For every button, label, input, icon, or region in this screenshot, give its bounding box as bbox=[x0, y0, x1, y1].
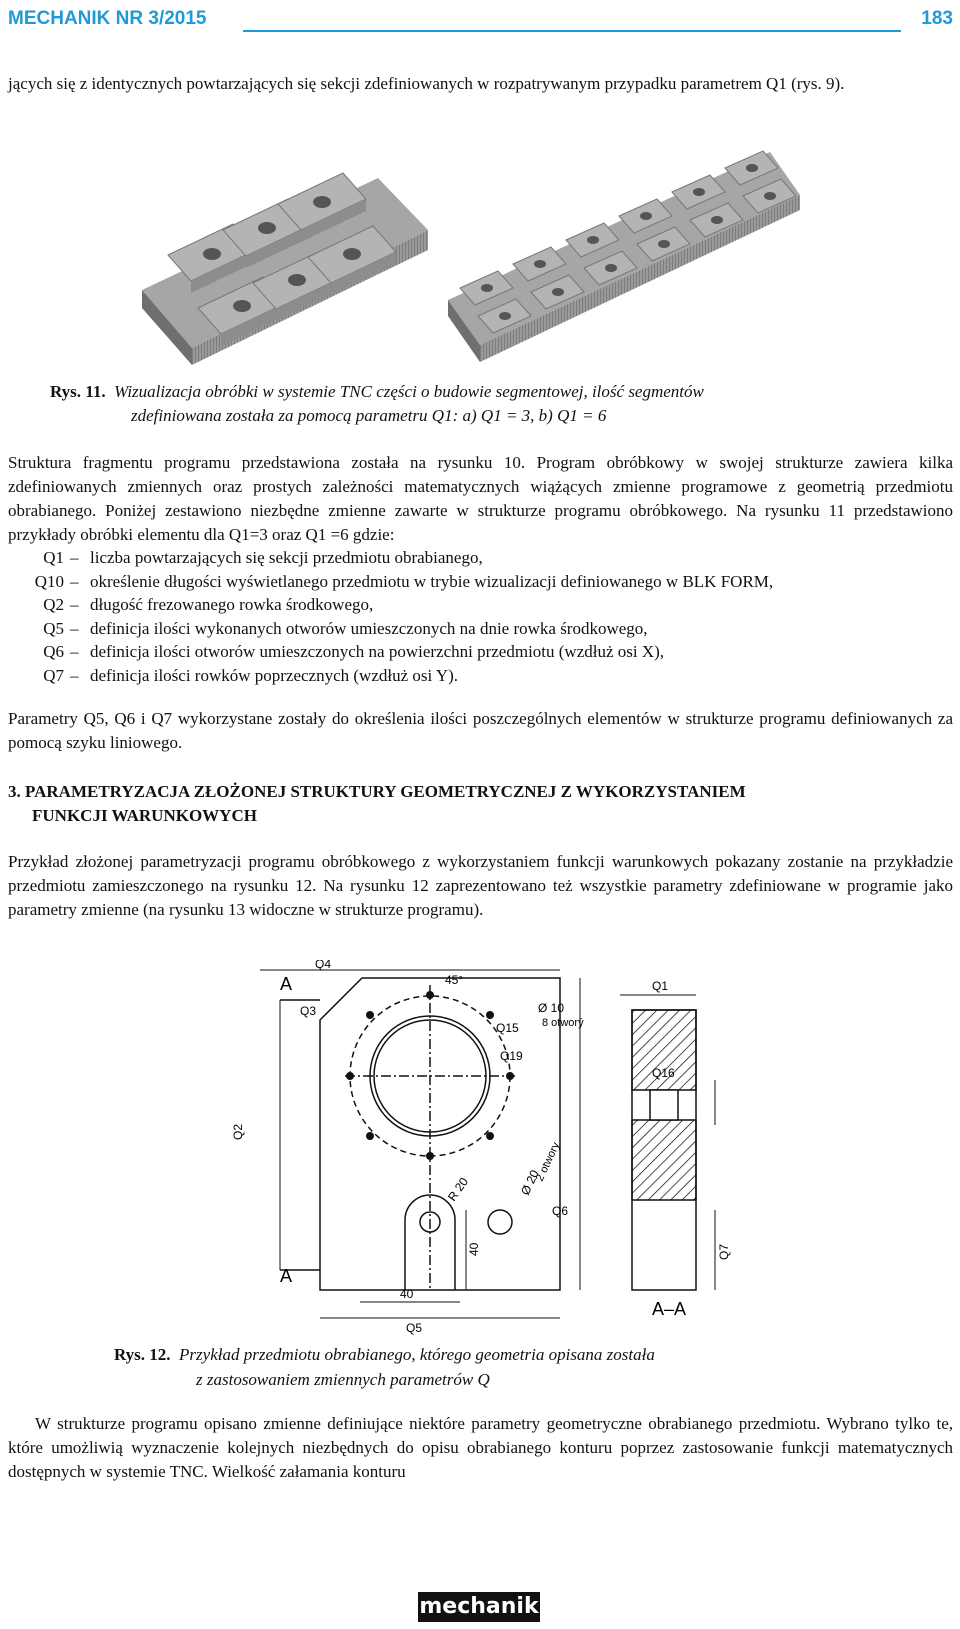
label-a-bottom: A bbox=[280, 1266, 293, 1286]
mechanik-logo: mechanik bbox=[418, 1592, 540, 1622]
label-q2: Q2 bbox=[231, 1123, 245, 1140]
label-q5: Q5 bbox=[406, 1321, 423, 1335]
caption-fig12 bbox=[114, 1343, 655, 1367]
page-header bbox=[8, 4, 953, 34]
paragraph-intro: jących się z identycznych powtarzających się sekcji zdefiniowanych w rozpatrywanym przypadku parametrem Q1 (rys. 9). bbox=[8, 74, 845, 93]
label-section: A–A bbox=[652, 1299, 687, 1319]
label-q1: Q1 bbox=[652, 979, 669, 993]
caption-fig12-cont bbox=[196, 1368, 490, 1392]
label-a-top: A bbox=[280, 974, 293, 994]
def-key: Q2 bbox=[43, 595, 64, 614]
def-key: Q7 bbox=[43, 665, 64, 685]
def-dash: – bbox=[70, 665, 79, 685]
paragraph-example: Przykład złożonej parametryzacji programu obróbkowego z wykorzystaniem funkcji warunkowych pokazany zostanie na przykładzie przedmiotu zamieszczonego na rysunku 12. Na rysunku 12 zaprezentowano też wszystkie parametry zdefiniowane w programie jako parametry zmienne (na rysunku 13 widoczne w strukturze programu). bbox=[8, 852, 953, 919]
def-text: liczba powtarzających się sekcji przedmiotu obrabianego, bbox=[90, 548, 483, 567]
label-holes-count: 8 otworý bbox=[542, 1017, 584, 1029]
def-text: określenie długości wyświetlanego przedmiotu w trybie wizualizacji definiowanego w BLK FORM, bbox=[90, 571, 774, 591]
figure-11-renders bbox=[138, 140, 938, 370]
definition-row bbox=[8, 570, 953, 594]
label-angle: 45° bbox=[445, 973, 464, 987]
caption-fig11-cont bbox=[131, 404, 606, 428]
def-dash: – bbox=[70, 571, 79, 591]
def-key: Q1 bbox=[43, 548, 64, 567]
def-dash: – bbox=[70, 618, 79, 638]
label-q16: Q16 bbox=[652, 1066, 675, 1080]
render-q1-3 bbox=[142, 173, 428, 365]
def-key: Q5 bbox=[43, 618, 64, 638]
def-text: definicja ilości wykonanych otworów umieszczonych na dnie rowka środkowego, bbox=[90, 618, 648, 638]
definition-row bbox=[8, 640, 953, 664]
figure-12-drawing bbox=[220, 960, 780, 1370]
section-heading-line1: 3. PARAMETRYZACJA ZŁOŻONEJ STRUKTURY GEOMETRYCZNEJ Z WYKORZYSTANIEM bbox=[8, 782, 746, 801]
definition-row bbox=[8, 617, 953, 641]
definition-row bbox=[8, 546, 953, 570]
caption-fig11-line1: Wizualizacja obróbki w systemie TNC części o budowie segmentowej, ilość segmentów bbox=[114, 382, 704, 401]
label-r20: R 20 bbox=[444, 1174, 472, 1204]
section-heading bbox=[8, 780, 953, 828]
paragraph-bottom: W strukturze programu opisano zmienne definiujące niektóre parametry geometryczne obrabianego przedmiotu. Wybrano tylko te, które umożliwią wyznaczenie kolejnych niezbędnych do opisu obrabianego konturu poprzez zastosowanie funkcji matematycznych dostępnych w systemie TNC. Wielkość załamania konturu bbox=[8, 1414, 953, 1481]
label-d40-horizontal: 40 bbox=[400, 1287, 414, 1301]
caption-fig12-label: Rys. 12. bbox=[114, 1345, 171, 1364]
label-q15: Q15 bbox=[496, 1021, 519, 1035]
section-view bbox=[620, 995, 715, 1290]
definition-list bbox=[8, 546, 953, 687]
header-rule bbox=[243, 30, 901, 32]
caption-fig11-label: Rys. 11. bbox=[50, 382, 106, 401]
def-key: Q6 bbox=[43, 642, 64, 661]
definition-row bbox=[8, 593, 953, 617]
paragraph-params: Parametry Q5, Q6 i Q7 wykorzystane zostały do określenia ilości poszczególnych elementów w strukturze programu definiowanych za pomocą szyku liniowego. bbox=[8, 709, 953, 752]
label-q3: Q3 bbox=[300, 1004, 317, 1018]
caption-fig12-line2: z zastosowaniem zmiennych parametrów Q bbox=[196, 1370, 490, 1389]
def-dash: – bbox=[70, 548, 79, 567]
def-text: definicja ilości otworów umieszczonych na powierzchni przedmiotu (wzdłuż osi X), bbox=[90, 642, 665, 661]
section-heading-line2: FUNKCJI WARUNKOWYCH bbox=[32, 806, 257, 825]
page-number: 183 bbox=[921, 8, 953, 29]
def-text: definicja ilości rowków poprzecznych (wzdłuż osi Y). bbox=[90, 665, 459, 685]
def-text: długość frezowanego rowka środkowego, bbox=[90, 595, 374, 614]
label-q6: Q6 bbox=[552, 1204, 569, 1218]
label-d40-vertical: 40 bbox=[467, 1242, 481, 1256]
def-dash: – bbox=[70, 642, 79, 661]
caption-fig11 bbox=[50, 380, 704, 404]
label-q20: Ø 20 bbox=[518, 1167, 542, 1198]
def-key: Q10 bbox=[34, 571, 64, 591]
render-q1-6 bbox=[448, 151, 800, 362]
caption-fig11-line2: zdefiniowana została za pomocą parametru Q1: a) Q1 = 3, b) Q1 = 6 bbox=[131, 406, 607, 425]
label-q7: Q7 bbox=[717, 1243, 731, 1260]
label-hole: Ø 10 bbox=[538, 1001, 565, 1015]
label-q20-count: 2 otwory bbox=[533, 1140, 563, 1184]
label-q4: Q4 bbox=[315, 960, 332, 971]
definition-row bbox=[8, 664, 953, 688]
publication-title: MECHANIK NR 3/2015 bbox=[8, 8, 207, 29]
paragraph-structure: Struktura fragmentu programu przedstawiona została na rysunku 10. Program obróbkowy w swojej strukturze zawiera kilka zdefiniowanych zmiennych oraz prostych zależności matematycznych wiążących zmienne programowe z geometrią przedmiotu obrabianego. Poniżej zestawiono niezbędne zmienne zawarte w strukturze programu obróbkowego. Na rysunku 11 przedstawiono przykłady obróbki elementu dla Q1=3 oraz Q1 =6 gdzie: bbox=[8, 453, 953, 544]
def-dash: – bbox=[70, 595, 79, 614]
caption-fig12-line1: Przykład przedmiotu obrabianego, którego geometria opisana została bbox=[179, 1345, 655, 1364]
dimensions bbox=[260, 970, 580, 1318]
label-q19: Q19 bbox=[500, 1049, 523, 1063]
